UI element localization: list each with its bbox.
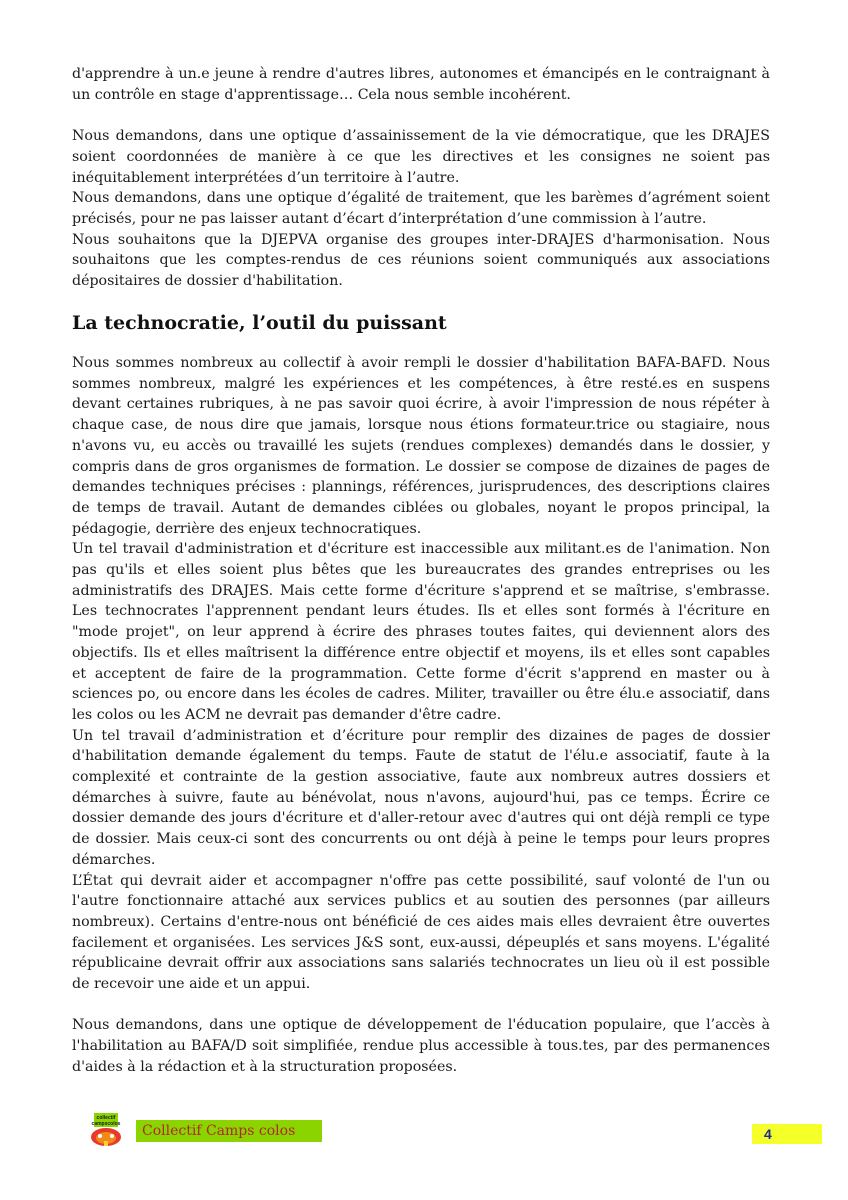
paragraph: L’État qui devrait aider et accompagner n'offre pas cette possibilité, sauf volonté de l'un ou l'autre fonctionnaire attaché aux services publics et au soutien des personnes (par ailleurs nombreux). Certains d'entre-nous ont bénéficié de ces aides mais elles devraient être ouvertes facilement et organisées. Les services J&S sont, eux-aussi, dépeuplés et sans moyens. L'égalité républicaine devrait offrir aux associations sans salariés technocrates un lieu où il est possible de recevoir une aide et un appui.	[72, 872, 770, 993]
collectif-logo-icon	[86, 1113, 126, 1147]
svg-text:campscolos: campscolos	[91, 1121, 121, 1127]
intro-block	[72, 64, 770, 292]
section-heading: La technocratie, l’outil du puissant	[72, 312, 447, 334]
paragraph: Un tel travail d’administration et d’écriture pour remplir des dizaines de pages de dossier d'habilitation demande également du temps. Faute de statut de l'élu.e associatif, faute à la complexité et contrainte de la gestion associative, faute aux nombreux autres dossiers et démarches à suivre, faute au bénévolat, nous n'avons, aujourd'hui, pas ce temps. Écrire ce dossier demande des jours d'écriture et d'aller-retour avec d'autres qui ont déjà rempli ce type de dossier. Mais ceux-ci sont des concurrents ou ont déjà à peine le temps pour leurs propres démarches.	[72, 727, 770, 868]
paragraph: Nous demandons, dans une optique de développement de l'éducation populaire, que l’accès à l'habilitation au BAFA/D soit simplifiée, rendue plus accessible à tous.tes, par des permanences d'aides à la rédaction et à la structuration proposées.	[72, 1017, 770, 1075]
paragraph: Nous demandons, dans une optique d’égalité de traitement, que les barèmes d’agrément soient précisés, pour ne pas laisser autant d’écart d’interprétation d’une commission à l’autre.	[72, 190, 770, 227]
page-number-box	[752, 1124, 822, 1144]
paragraph: d'apprendre à un.e jeune à rendre d'autres libres, autonomes et émancipés en le contraignant à un contrôle en stage d'apprentissage… Cela nous semble incohérent.	[72, 66, 770, 103]
footer-org-banner	[136, 1120, 322, 1142]
paragraph: Nous demandons, dans une optique d’assainissement de la vie démocratique, que les DRAJES soient coordonnées de manière à ce que les directives et les consignes ne soient pas inéquitablement interprétées d’un territoire à l’autre.	[72, 128, 770, 186]
page-number: 4	[764, 1126, 772, 1142]
svg-text:collectif: collectif	[96, 1115, 116, 1121]
paragraph: Nous sommes nombreux au collectif à avoir rempli le dossier d'habilitation BAFA-BAFD. Nous sommes nombreux, malgré les expériences et les compétences, à être resté.es en suspens devant certaines rubriques, à ne pas savoir quoi écrire, à avoir l'impression de nous répéter à chaque case, de nous dire que jamais, lorsque nous étions formateur.trice ou stagiaire, nous n'avons vu, eu accès ou travaillé les sujets (rendues complexes) demandés dans le dossier, y compris dans de gros organismes de formation. Le dossier se compose de dizaines de pages de demandes techniques précises : plannings, références, jurisprudences, des descriptions claires de temps de travail. Autant de demandes ciblées ou globales, noyant le propos principal, la pédagogie, derrière des enjeux technocratiques.	[72, 355, 770, 537]
paragraph: Nous souhaitons que la DJEPVA organise des groupes inter-DRAJES d'harmonisation. Nous souhaitons que les comptes-rendus de ces réunions soient communiqués aux associations dépositaires de dossier d'habilitation.	[72, 231, 770, 290]
footer-org-name: Collectif Camps colos	[142, 1123, 296, 1139]
paragraph: Un tel travail d'administration et d'écriture est inaccessible aux militant.es de l'animation. Non pas qu'ils et elles soient plus bêtes que les bureaucrates des grandes entreprises ou les administratifs des DRAJES. Mais cette forme d'écriture s'apprend et se maîtrise, s'embrasse. Les technocrates l'apprennent pendant leurs études. Ils et elles sont formés à l'écriture en "mode projet", on leur apprend à écrire des phrases toutes faites, qui deviennent alors des objectifs. Ils et elles maîtrisent la différence entre objectif et moyens, ils et elles sont capables et acceptent de faire de la programmation. Cette forme d'écrit s'apprend en master ou à sciences po, ou encore dans les écoles de cadres. Militer, travailler ou être élu.e associatif, dans les colos ou les ACM ne devrait pas demander d'être cadre.	[72, 541, 770, 723]
section-body	[72, 353, 770, 1078]
